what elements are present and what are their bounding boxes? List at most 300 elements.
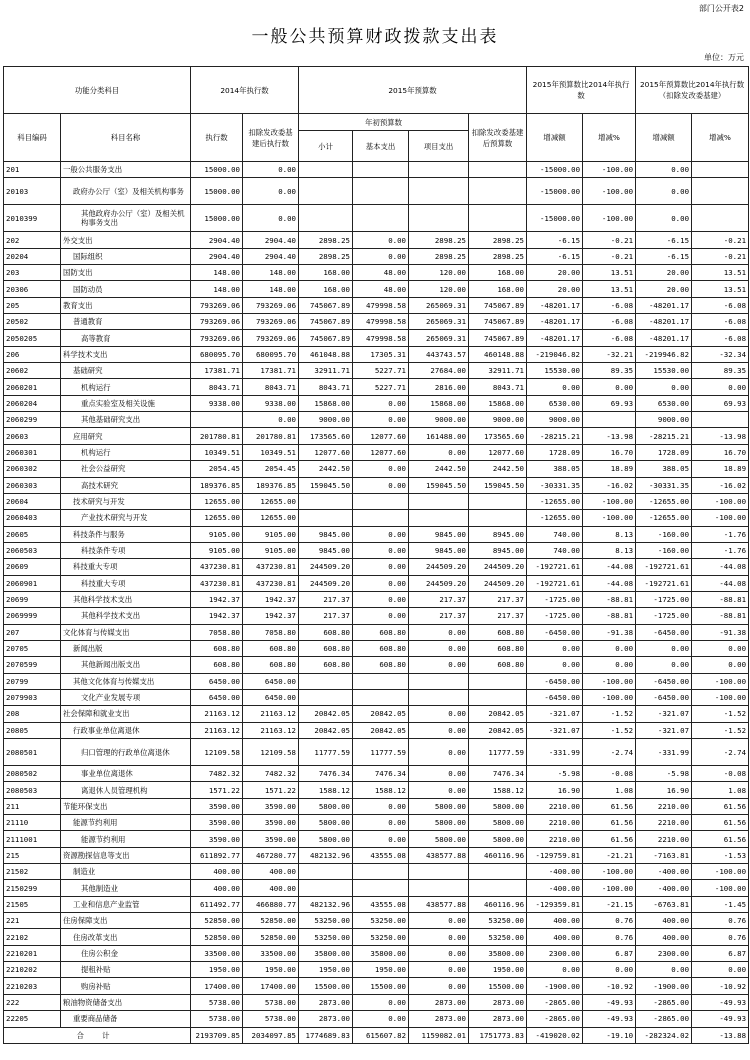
row-value: 6530.00 <box>636 395 692 411</box>
row-code: 20699 <box>4 591 61 607</box>
row-value: 8043.71 <box>469 379 527 395</box>
row-value: 400.00 <box>191 864 243 880</box>
row-value <box>353 673 409 689</box>
row-value <box>353 178 409 205</box>
row-value: 1728.09 <box>527 444 583 460</box>
row-value: 793269.06 <box>191 297 243 313</box>
row-value: 0.00 <box>409 782 469 798</box>
row-value: 2442.50 <box>299 461 353 477</box>
row-value: 120.00 <box>409 281 469 297</box>
row-name: 重点实验室及相关设施 <box>61 395 191 411</box>
row-value: 740.00 <box>527 526 583 542</box>
row-value: -12655.00 <box>527 493 583 509</box>
row-name: 离退休人员管理机构 <box>61 782 191 798</box>
row-value: -100.00 <box>583 510 636 526</box>
row-value: 2904.40 <box>191 232 243 248</box>
row-value: -1725.00 <box>527 591 583 607</box>
row-value: 265069.31 <box>409 330 469 346</box>
row-value: -1900.00 <box>636 978 692 994</box>
row-value: 608.80 <box>469 624 527 640</box>
row-value: 2300.00 <box>636 945 692 961</box>
row-value <box>299 689 353 705</box>
row-value: -321.07 <box>527 706 583 722</box>
table-row <box>4 722 749 738</box>
row-value: 12109.58 <box>243 739 299 766</box>
row-value: 3590.00 <box>243 831 299 847</box>
row-value: 0.00 <box>583 640 636 656</box>
row-value: 217.37 <box>409 591 469 607</box>
row-code: 20609 <box>4 559 61 575</box>
row-name: 机构运行 <box>61 444 191 460</box>
row-value: 89.35 <box>692 363 749 379</box>
row-name: 国际组织 <box>61 248 191 264</box>
row-value: -2865.00 <box>636 1011 692 1027</box>
row-value: -100.00 <box>692 880 749 896</box>
row-value: 35800.00 <box>469 945 527 961</box>
row-value: -88.81 <box>692 608 749 624</box>
row-value <box>469 880 527 896</box>
row-value: -28215.21 <box>636 428 692 444</box>
row-code: 2010399 <box>4 205 61 232</box>
row-value: -6450.00 <box>636 689 692 705</box>
row-name: 科学技术支出 <box>61 346 191 362</box>
row-value <box>469 205 527 232</box>
table-row <box>4 880 749 896</box>
row-value: 16.70 <box>692 444 749 460</box>
row-value: -88.81 <box>692 591 749 607</box>
row-value: -100.00 <box>583 162 636 178</box>
table-row <box>4 248 749 264</box>
row-value: 0.00 <box>692 379 749 395</box>
row-name: 科技重大专项 <box>61 559 191 575</box>
row-value: 0.00 <box>692 962 749 978</box>
total-label: 合 计 <box>4 1027 191 1043</box>
table-row <box>4 896 749 912</box>
row-code: 20799 <box>4 673 61 689</box>
row-name: 能源节约利用 <box>61 815 191 831</box>
row-value: 6450.00 <box>243 689 299 705</box>
row-code: 2069999 <box>4 608 61 624</box>
row-value: 8043.71 <box>191 379 243 395</box>
header-exec-2014: 2014年执行数 <box>191 67 299 114</box>
row-value: 148.00 <box>191 281 243 297</box>
row-value <box>299 673 353 689</box>
row-value: -10.92 <box>692 978 749 994</box>
row-value: -5.98 <box>636 766 692 782</box>
table-row <box>4 428 749 444</box>
row-name: 产业技术研究与开发 <box>61 510 191 526</box>
header-inc-pct: 增减% <box>583 114 636 162</box>
table-row <box>4 232 749 248</box>
row-value: 15530.00 <box>527 363 583 379</box>
row-value: -2865.00 <box>527 1011 583 1027</box>
row-value: 611892.77 <box>191 847 243 863</box>
row-value: -1.76 <box>692 542 749 558</box>
row-name: 资源勘探信息等支出 <box>61 847 191 863</box>
row-value: 9000.00 <box>527 412 583 428</box>
row-value: 9000.00 <box>299 412 353 428</box>
row-code: 21110 <box>4 815 61 831</box>
row-value: 1571.22 <box>191 782 243 798</box>
row-code: 2060201 <box>4 379 61 395</box>
row-value: -100.00 <box>583 880 636 896</box>
row-value <box>353 864 409 880</box>
row-value: 0.00 <box>409 706 469 722</box>
row-value: 2873.00 <box>469 994 527 1010</box>
row-value <box>469 689 527 705</box>
row-value: 189376.85 <box>191 477 243 493</box>
table-row <box>4 913 749 929</box>
row-value: -15000.00 <box>527 178 583 205</box>
row-value: -6.08 <box>692 330 749 346</box>
row-value: 17381.71 <box>243 363 299 379</box>
row-value: -16.02 <box>583 477 636 493</box>
row-code: 222 <box>4 994 61 1010</box>
row-value: 12655.00 <box>243 510 299 526</box>
row-value: 0.00 <box>353 461 409 477</box>
row-value: 52850.00 <box>243 913 299 929</box>
row-value: 2442.50 <box>409 461 469 477</box>
table-row <box>4 766 749 782</box>
row-value: 244509.20 <box>299 575 353 591</box>
row-name: 一般公共服务支出 <box>61 162 191 178</box>
row-value: 8.13 <box>583 542 636 558</box>
row-value: 745067.89 <box>469 314 527 330</box>
row-value: -44.08 <box>692 575 749 591</box>
row-value: 15000.00 <box>191 205 243 232</box>
row-value: -49.93 <box>692 994 749 1010</box>
row-value: -6450.00 <box>527 689 583 705</box>
row-value: -6.15 <box>636 248 692 264</box>
row-value: 460116.96 <box>469 896 527 912</box>
row-name: 住房保障支出 <box>61 913 191 929</box>
row-value: 608.80 <box>469 640 527 656</box>
row-value: -48201.17 <box>527 330 583 346</box>
row-value: 53250.00 <box>299 929 353 945</box>
row-code: 20103 <box>4 178 61 205</box>
row-value: 15000.00 <box>191 162 243 178</box>
row-value: 52850.00 <box>191 929 243 945</box>
row-value: 9845.00 <box>299 542 353 558</box>
row-value: 466880.77 <box>243 896 299 912</box>
row-code: 2060303 <box>4 477 61 493</box>
row-value: 7058.80 <box>191 624 243 640</box>
header-inc-pct-adj: 增减% <box>692 114 749 162</box>
row-name: 能源节约利用 <box>61 831 191 847</box>
row-value: 244509.20 <box>469 559 527 575</box>
row-name: 国防动员 <box>61 281 191 297</box>
row-value: 16.90 <box>636 782 692 798</box>
row-value: 48.00 <box>353 265 409 281</box>
row-value: 7476.34 <box>469 766 527 782</box>
row-value: 0.00 <box>353 994 409 1010</box>
row-value: 680095.70 <box>243 346 299 362</box>
row-value: -400.00 <box>527 880 583 896</box>
row-value: 0.00 <box>527 379 583 395</box>
table-row <box>4 994 749 1010</box>
header-budget-2015: 2015年预算数 <box>299 67 527 114</box>
row-value: 12077.60 <box>299 444 353 460</box>
row-code: 2060299 <box>4 412 61 428</box>
row-code: 2210203 <box>4 978 61 994</box>
header-func-class: 功能分类科目 <box>4 67 191 114</box>
row-value: 608.80 <box>299 624 353 640</box>
row-value: 0.00 <box>353 608 409 624</box>
row-value: 400.00 <box>527 913 583 929</box>
row-value: 745067.89 <box>299 330 353 346</box>
total-value: 1774689.83 <box>299 1027 353 1043</box>
row-code: 20603 <box>4 428 61 444</box>
row-value: -30331.35 <box>527 477 583 493</box>
row-value: -21.21 <box>583 847 636 863</box>
row-value: 0.00 <box>353 526 409 542</box>
row-value: 482132.96 <box>299 847 353 863</box>
row-value: 52850.00 <box>191 913 243 929</box>
row-value: 244509.20 <box>409 559 469 575</box>
row-name: 购房补贴 <box>61 978 191 994</box>
header-subtotal: 小计 <box>299 131 353 162</box>
header-initial: 年初预算数 <box>299 114 469 131</box>
row-value: 0.00 <box>353 248 409 264</box>
row-value: -88.81 <box>583 608 636 624</box>
row-value: 438577.88 <box>409 896 469 912</box>
row-value: 0.00 <box>409 657 469 673</box>
row-name: 住房改革支出 <box>61 929 191 945</box>
row-value: 2054.45 <box>243 461 299 477</box>
row-code: 20805 <box>4 722 61 738</box>
row-value: 2904.40 <box>243 248 299 264</box>
row-name: 科技重大专项 <box>61 575 191 591</box>
row-value: 17400.00 <box>243 978 299 994</box>
row-value: 8043.71 <box>299 379 353 395</box>
row-value: 20.00 <box>636 281 692 297</box>
row-value: 793269.06 <box>191 314 243 330</box>
row-value: -100.00 <box>692 689 749 705</box>
total-row <box>4 1027 749 1043</box>
row-code: 211 <box>4 798 61 814</box>
row-value <box>191 412 243 428</box>
row-value: -219046.82 <box>527 346 583 362</box>
row-value: 460116.96 <box>469 847 527 863</box>
document-tag: 部门公开表2 <box>698 4 744 13</box>
row-value: -48201.17 <box>636 314 692 330</box>
row-value: 1571.22 <box>243 782 299 798</box>
row-value: -6450.00 <box>527 673 583 689</box>
row-value: 6.87 <box>583 945 636 961</box>
row-value: -7163.81 <box>636 847 692 863</box>
row-value: 611492.77 <box>191 896 243 912</box>
row-value: 2873.00 <box>409 1011 469 1027</box>
row-value: 3590.00 <box>191 831 243 847</box>
row-value: -12655.00 <box>636 510 692 526</box>
row-value: 0.00 <box>353 1011 409 1027</box>
row-value: 217.37 <box>469 591 527 607</box>
row-value: 388.05 <box>636 461 692 477</box>
row-value: 11777.59 <box>353 739 409 766</box>
row-value: 53250.00 <box>469 929 527 945</box>
row-value: 16.70 <box>583 444 636 460</box>
table-row <box>4 575 749 591</box>
row-value: 2898.25 <box>299 248 353 264</box>
row-value <box>353 689 409 705</box>
row-value: 148.00 <box>243 265 299 281</box>
row-code: 21505 <box>4 896 61 912</box>
row-value: -48201.17 <box>527 314 583 330</box>
table-row <box>4 945 749 961</box>
row-value: 6450.00 <box>191 673 243 689</box>
row-value: -6.08 <box>583 314 636 330</box>
row-value: 217.37 <box>409 608 469 624</box>
row-value: 20.00 <box>527 281 583 297</box>
row-value: 1588.12 <box>299 782 353 798</box>
row-name: 其他科学技术支出 <box>61 608 191 624</box>
row-value: 7058.80 <box>243 624 299 640</box>
row-value: 5800.00 <box>469 815 527 831</box>
row-value: -1725.00 <box>636 608 692 624</box>
total-value: -282324.02 <box>636 1027 692 1043</box>
row-value <box>409 205 469 232</box>
row-name: 外交支出 <box>61 232 191 248</box>
row-value: -6450.00 <box>636 624 692 640</box>
row-value <box>299 162 353 178</box>
row-value: 0.00 <box>636 178 692 205</box>
row-value: 61.56 <box>583 798 636 814</box>
row-value: -48201.17 <box>636 297 692 313</box>
row-value: 10349.51 <box>191 444 243 460</box>
row-value: 2210.00 <box>636 798 692 814</box>
row-value: -15000.00 <box>527 162 583 178</box>
row-code: 208 <box>4 706 61 722</box>
row-value: 2873.00 <box>299 1011 353 1027</box>
row-value: 0.00 <box>353 815 409 831</box>
row-value: 7482.32 <box>191 766 243 782</box>
row-value: 0.00 <box>353 559 409 575</box>
row-value: 173565.60 <box>299 428 353 444</box>
row-value: 12655.00 <box>243 493 299 509</box>
row-value: 0.00 <box>636 640 692 656</box>
header-cmp-2015-2014-adj: 2015年预算数比2014年执行数（扣除发改委基建） <box>636 67 749 114</box>
row-value: 148.00 <box>243 281 299 297</box>
row-code: 205 <box>4 297 61 313</box>
row-value: 745067.89 <box>469 297 527 313</box>
row-value: 0.00 <box>636 162 692 178</box>
row-value: 1.08 <box>583 782 636 798</box>
table-row <box>4 510 749 526</box>
header-inc-amt-adj: 增减额 <box>636 114 692 162</box>
row-value <box>692 162 749 178</box>
row-value: 400.00 <box>527 929 583 945</box>
row-code: 2210202 <box>4 962 61 978</box>
row-value: 479998.58 <box>353 314 409 330</box>
table-row <box>4 330 749 346</box>
row-value <box>409 178 469 205</box>
row-value: 1950.00 <box>191 962 243 978</box>
row-value: 18.89 <box>692 461 749 477</box>
row-value: -6.08 <box>692 297 749 313</box>
row-code: 2060204 <box>4 395 61 411</box>
row-code: 20204 <box>4 248 61 264</box>
row-value: 0.00 <box>409 945 469 961</box>
header-inc-amt: 增减额 <box>527 114 583 162</box>
row-value <box>583 412 636 428</box>
row-value: 61.56 <box>692 815 749 831</box>
row-value: 20.00 <box>527 265 583 281</box>
row-value: -192721.61 <box>527 559 583 575</box>
row-value: 2873.00 <box>299 994 353 1010</box>
table-row <box>4 205 749 232</box>
row-value: 244509.20 <box>469 575 527 591</box>
table-row <box>4 831 749 847</box>
row-value: 10349.51 <box>243 444 299 460</box>
row-value: 217.37 <box>299 608 353 624</box>
row-value: 43555.08 <box>353 896 409 912</box>
row-name: 教育支出 <box>61 297 191 313</box>
row-value: 3590.00 <box>243 815 299 831</box>
row-value: -321.07 <box>527 722 583 738</box>
row-value: 400.00 <box>243 864 299 880</box>
row-value: 7482.32 <box>243 766 299 782</box>
row-value: 2898.25 <box>409 232 469 248</box>
header-name: 科目名称 <box>61 114 191 162</box>
row-value: -1725.00 <box>636 591 692 607</box>
row-value: 159045.50 <box>469 477 527 493</box>
row-value: -6450.00 <box>636 673 692 689</box>
table-row <box>4 559 749 575</box>
row-value: 52850.00 <box>243 929 299 945</box>
row-value: 0.00 <box>353 477 409 493</box>
row-value: -0.21 <box>583 248 636 264</box>
row-value: 13.51 <box>583 281 636 297</box>
row-value: 2210.00 <box>527 798 583 814</box>
row-value: 17305.31 <box>353 346 409 362</box>
row-value: 12655.00 <box>191 510 243 526</box>
row-value <box>299 510 353 526</box>
row-value: 11777.59 <box>299 739 353 766</box>
row-value: 9845.00 <box>409 542 469 558</box>
row-value: 2210.00 <box>636 831 692 847</box>
row-value: 13.51 <box>692 265 749 281</box>
row-code: 206 <box>4 346 61 362</box>
row-value: 1950.00 <box>353 962 409 978</box>
row-value: 5800.00 <box>299 815 353 831</box>
row-value: 0.00 <box>636 962 692 978</box>
row-value: 69.93 <box>583 395 636 411</box>
row-value: 7476.34 <box>299 766 353 782</box>
row-value: 15000.00 <box>191 178 243 205</box>
row-value: -100.00 <box>583 673 636 689</box>
budget-table <box>3 66 749 1044</box>
row-value: 8945.00 <box>469 526 527 542</box>
table-row <box>4 657 749 673</box>
row-value: 2904.40 <box>191 248 243 264</box>
row-value: 2873.00 <box>469 1011 527 1027</box>
row-value: 5800.00 <box>469 798 527 814</box>
row-value: 745067.89 <box>299 314 353 330</box>
row-value: 793269.06 <box>243 297 299 313</box>
table-row <box>4 461 749 477</box>
row-value: -88.81 <box>583 591 636 607</box>
row-value: 0.00 <box>527 962 583 978</box>
row-value: 13.51 <box>583 265 636 281</box>
row-value: 15500.00 <box>299 978 353 994</box>
row-value: 2898.25 <box>469 248 527 264</box>
row-value: 793269.06 <box>243 330 299 346</box>
row-value: 400.00 <box>636 929 692 945</box>
row-value: 0.00 <box>692 657 749 673</box>
row-value: 3590.00 <box>191 798 243 814</box>
row-code: 20306 <box>4 281 61 297</box>
row-value: -100.00 <box>583 689 636 705</box>
